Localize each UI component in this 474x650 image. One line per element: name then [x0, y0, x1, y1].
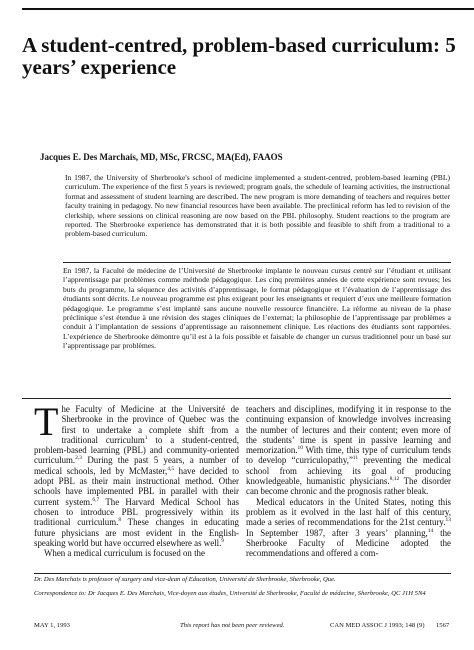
abstract-french: En 1987, la Faculté de médecine de l’Université de Sherbrooke implante le nouveau cursus centré sur l’étudiant et utilisant l’apprentissage par problèmes comme méthode pédagogique. Les cinq premières années de cette expérience sont revues; les buts du programme, la séquence des activités d’apprentissage, le format pédagogique et l’évaluation de l’apprentissage des étudiants sont décrits. Le nouveau programme est plus exigeant pour les enseignants et requiert d’eux une meilleure formation pédagogique. Le programme s’est implanté sans aucune nouvelle ressource financière. La réforme au niveau de la phase préclinique s’est étendue à une révision des stages cliniques de l’externat; la philosophie de l’apprentissage par problèmes a conduit à l’implantation de sessions d’apprentissage au raisonnement clinique. Les réactions des étudiants sont rapportées. L’expérience de Sherbrooke démontre qu’il est à la fois possible et faisable de changer un cursus traditionnel pour un basé sur l’apprentissage par problèmes.: [63, 266, 451, 351]
footnote-divider: [34, 573, 451, 574]
body-column-right: [246, 404, 451, 558]
affiliation-note: Dr. Des Marchais is professor of surgery and vice-dean of Education, Université de Sherbrooke, Sherbrooke, Que.: [34, 576, 336, 583]
body-paragraph-2: When a medical curriculum is focused on the: [44, 548, 205, 559]
top-rule: [22, 8, 474, 10]
body-paragraph-4: Medical educators in the United States, noting this problem as it evolved in the last half of this century, made a series of recommendations for the 21st century.$^{13}$ In September 1987, after 3 years’ planning,$^{14}$ the Sherbrooke Faculty of Medicine adopted the recommendations and offered a com-: [246, 496, 451, 559]
author-byline: Jacques E. Des Marchais, MD, MSc, FRCSC, MA(Ed), FAAOS: [40, 152, 283, 162]
article-title: A student-centred, problem-based curriculum: 5 years’ experience: [22, 33, 456, 79]
body-paragraph-3: teachers and disciplines, modifying it in response to the continuing expansion of knowledge involves increasing the number of lectures and their content; even more of the students’ time is spent in passive learning and memorization.$^{10}$ With time, this type of curriculum tends to develop “curriculopathy,”$^{11}$ preventing the medical school from achieving its goal of producing knowledgeable, humanistic physicians.$^{8,12}$ The disorder can become chronic and the prognosis rather bleak.: [246, 404, 451, 497]
footer-page-number: 1567: [436, 622, 450, 629]
abstract-divider: [63, 262, 451, 263]
footer-review-note: This report has not been peer reviewed.: [180, 622, 285, 629]
abstract-english: In 1987, the University of Sherbrooke's school of medicine implemented a student-centred, problem-based learning (PBL) curriculum. The experience of the first 5 years is reviewed; program goals, the schedule of learning activities, the instructional format and assessment of student learning are described. The new program is more demanding of teachers and requires better faculty training in pedagogy. No new financial resources have been available. The preclinical reform has led to revision of the clerkship, where sessions on clinical reasoning are now based on the PBL philosophy. Student reactions to the program are reported. The Sherbrooke experience has demonstrated that it is both possible and feasible to shift from a traditional to a problem-based curriculum.: [65, 173, 450, 239]
body-paragraph-1: The Faculty of Medicine at the Université de Sherbrooke in the province of Quebec was the first to undertake a complete shift from a traditional curriculum$^1$ to a student-centred, problem-based learning (PBL) and community-oriented curriculum.$^{2,3}$ During the past 5 years, a number of medical schools, led by McMaster,$^{4,5}$ have decided to adopt PBL as their main instructional method. Other schools have implemented PBL in parallel with their current system.$^{6,7}$ The Harvard Medical School has chosen to introduce PBL progressively within its traditional curriculum.$^8$ These changes in educating future physicians are most evident in the English-speaking world but have occurred elsewhere as well.$^9$: [34, 399, 239, 548]
body-divider: [22, 398, 451, 399]
footer-date: MAY 1, 1993: [34, 622, 70, 629]
footer-journal-citation: CAN MED ASSOC J 1993; 148 (9): [330, 622, 425, 629]
drop-cap: T: [34, 399, 59, 444]
body-column-left: [34, 399, 239, 559]
correspondence-note: Correspondence to: Dr Jacques E. Des Marchais, Vice-doyen aux études, Université de Sherbrooke, Faculté de médecine, Sherbrooke, QC J1H 5N4: [34, 590, 426, 597]
